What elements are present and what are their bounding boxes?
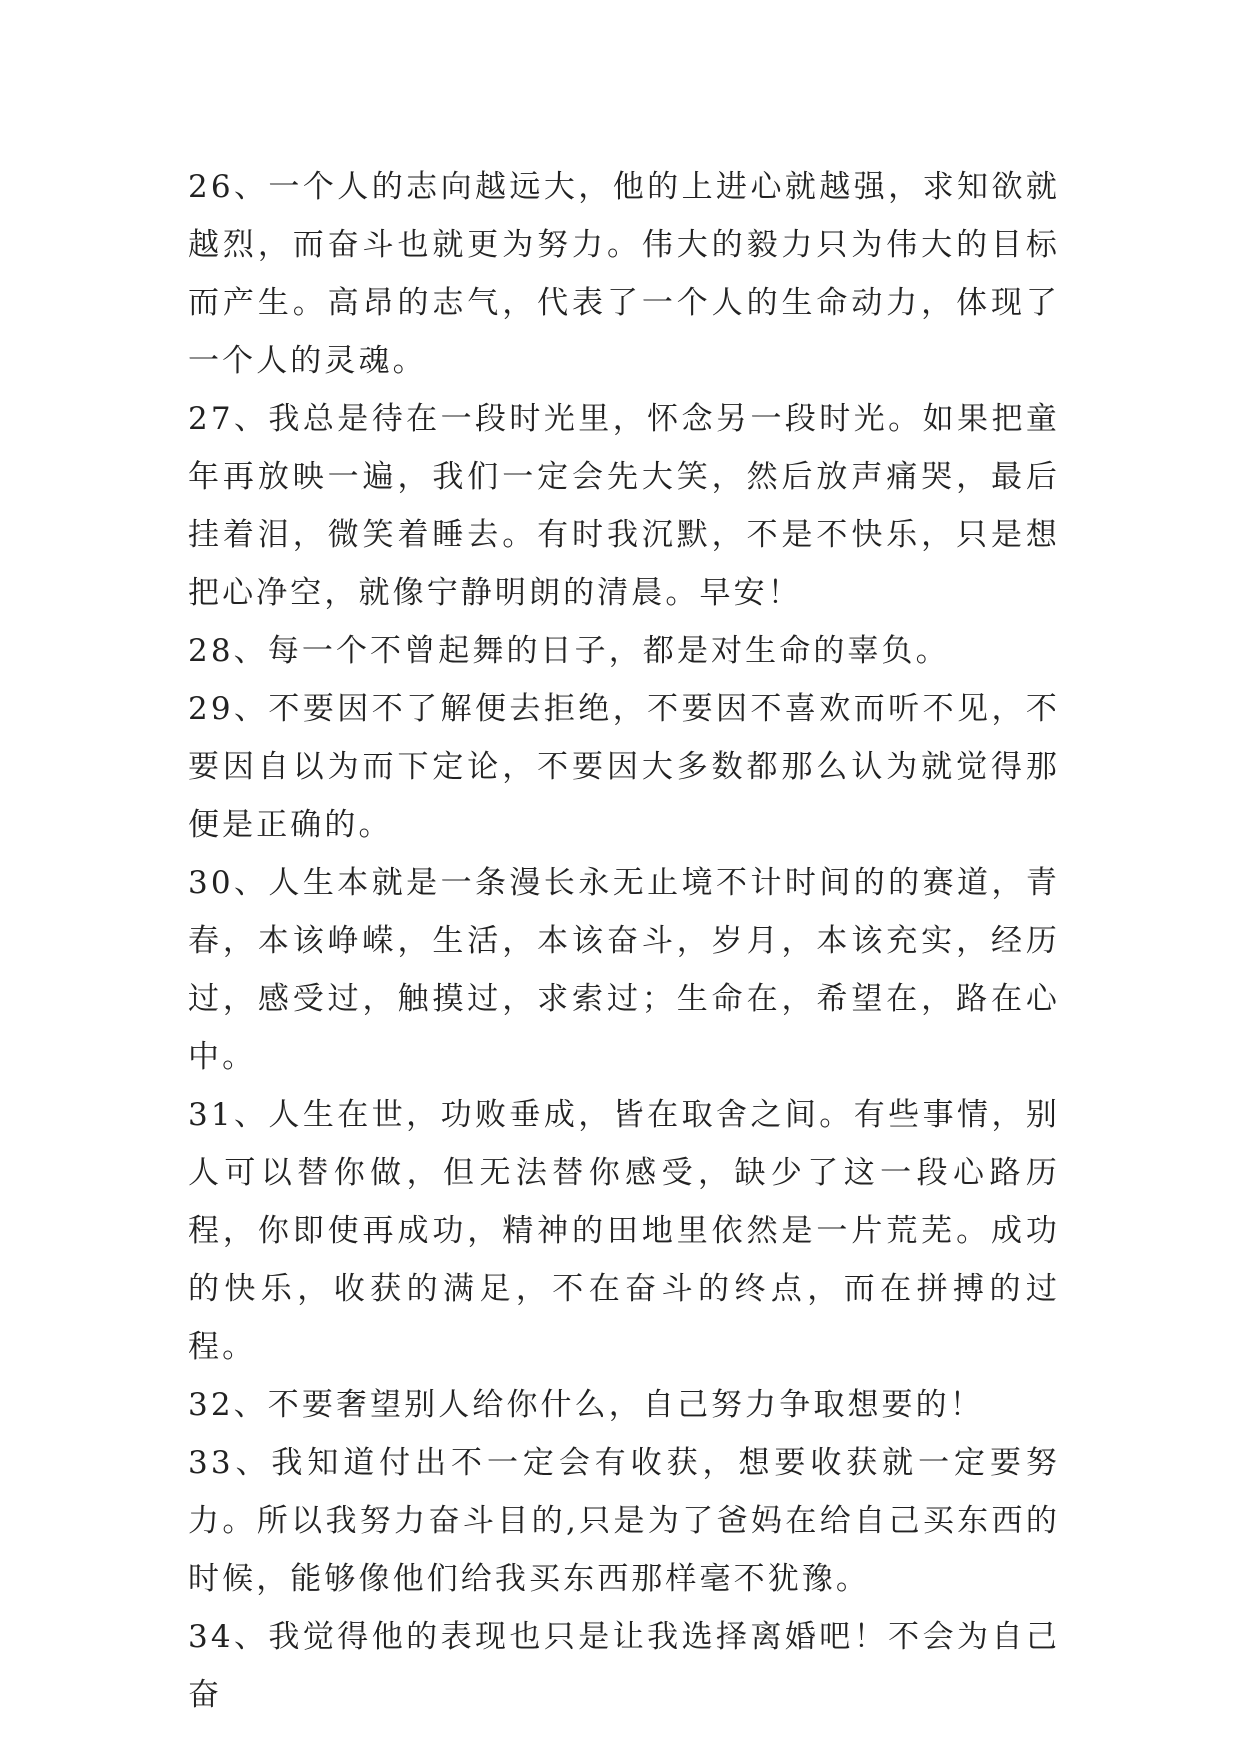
paragraph-33: 33、我知道付出不一定会有收获，想要收获就一定要努力。所以我努力奋斗目的,只是为了爸妈在给自己买东西的时候，能够像他们给我买东西那样毫不犹豫。 xyxy=(188,1445,1060,1597)
document-body xyxy=(188,158,1060,1724)
paragraph-31: 31、人生在世，功败垂成，皆在取舍之间。有些事情，别人可以替你做，但无法替你感受，缺少了这一段心路历程，你即使再成功，精神的田地里依然是一片荒芜。成功的快乐，收获的满足，不在奋斗的终点，而在拼搏的过程。 xyxy=(188,1097,1060,1365)
paragraph-32: 32、不要奢望别人给你什么，自己努力争取想要的！ xyxy=(188,1387,984,1423)
paragraph-28: 28、每一个不曾起舞的日子，都是对生命的辜负。 xyxy=(188,633,950,669)
paragraph-30: 30、人生本就是一条漫长永无止境不计时间的的赛道，青春，本该峥嵘，生活，本该奋斗，岁月，本该充实，经历过，感受过，触摸过，求索过；生命在，希望在，路在心中。 xyxy=(188,865,1060,1075)
paragraph-26: 26、一个人的志向越远大，他的上进心就越强，求知欲就越烈，而奋斗也就更为努力。伟大的毅力只为伟大的目标而产生。高昂的志气，代表了一个人的生命动力，体现了一个人的灵魂。 xyxy=(188,169,1060,379)
paragraph-29: 29、不要因不了解便去拒绝，不要因不喜欢而听不见，不要因自以为而下定论，不要因大多数都那么认为就觉得那便是正确的。 xyxy=(188,691,1060,843)
paragraph-34: 34、我觉得他的表现也只是让我选择离婚吧！不会为自己奋 xyxy=(188,1619,1060,1713)
paragraph-27: 27、我总是待在一段时光里，怀念另一段时光。如果把童年再放映一遍，我们一定会先大笑，然后放声痛哭，最后挂着泪，微笑着睡去。有时我沉默，不是不快乐，只是想把心净空，就像宁静明朗的清晨。早安！ xyxy=(188,401,1060,611)
